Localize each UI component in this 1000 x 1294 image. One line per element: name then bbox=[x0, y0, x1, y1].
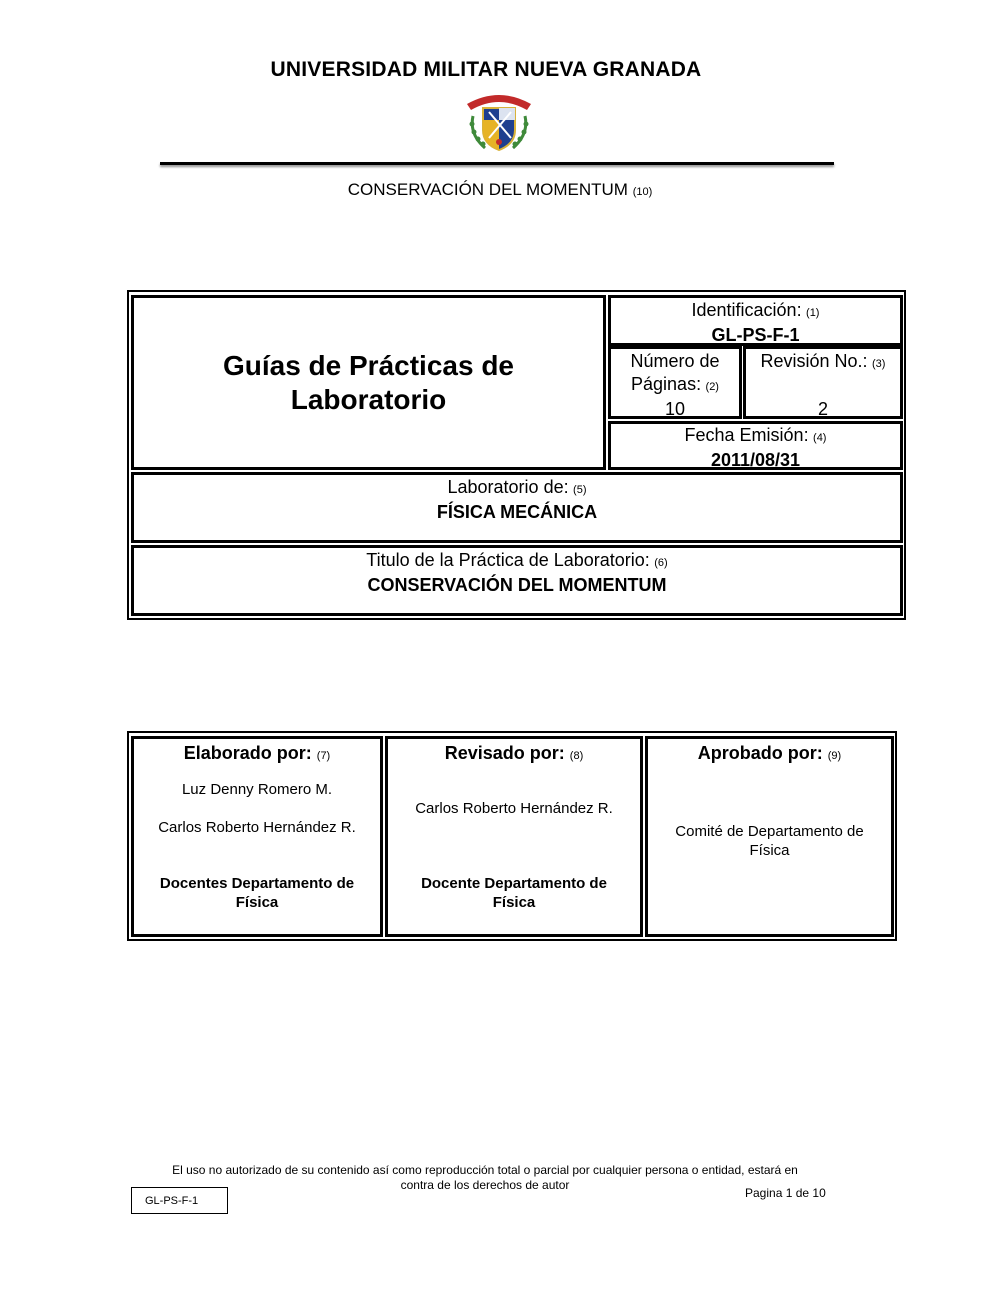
university-crest-icon bbox=[459, 86, 539, 156]
paginas-ref: (2) bbox=[705, 381, 719, 393]
header-divider bbox=[160, 162, 834, 165]
laboratorio-value: FÍSICA MECÁNICA bbox=[436, 502, 598, 522]
identificacion-label: Identificación: bbox=[691, 300, 802, 320]
revisado-label: Revisado por: bbox=[444, 743, 565, 763]
elaborado-cell bbox=[131, 736, 383, 937]
laboratorio-ref: (5) bbox=[573, 484, 587, 496]
titulo-label: Titulo de la Práctica de Laboratorio: bbox=[366, 550, 650, 570]
document-code-box: GL-PS-F-1 bbox=[131, 1187, 228, 1214]
titulo-value: CONSERVACIÓN DEL MOMENTUM bbox=[367, 575, 667, 595]
fecha-cell bbox=[608, 421, 903, 470]
aprobado-cell bbox=[645, 736, 894, 937]
revision-cell bbox=[743, 346, 903, 419]
info-table bbox=[127, 290, 906, 620]
revisado-cell bbox=[385, 736, 643, 937]
revision-label: Revisión No.: bbox=[760, 351, 868, 371]
document-title-ref: (10) bbox=[632, 186, 653, 198]
fecha-ref: (4) bbox=[813, 432, 827, 444]
aprobado-name bbox=[648, 822, 891, 860]
paginas-label-line1: Número de bbox=[630, 351, 720, 371]
revision-value: 2 bbox=[817, 399, 828, 419]
elaborado-role-line1: Docentes Departamento de bbox=[159, 875, 355, 892]
paginas-cell bbox=[608, 346, 742, 419]
copyright-notice-line1: El uso no autorizado de su contenido así como reproducción total o parcial por cualquier persona o entidad, estará en bbox=[172, 1163, 798, 1177]
copyright-notice-line2: contra de los derechos de autor bbox=[400, 1178, 570, 1192]
university-name: UNIVERSIDAD MILITAR NUEVA GRANADA bbox=[270, 58, 702, 81]
elaborado-name1: Luz Denny Romero M. bbox=[181, 781, 333, 798]
fecha-value: 2011/08/31 bbox=[710, 450, 801, 470]
revisado-role bbox=[388, 874, 640, 912]
revision-ref: (3) bbox=[872, 358, 886, 370]
revisado-role-line2: Física bbox=[492, 894, 536, 911]
revisado-name: Carlos Roberto Hernández R. bbox=[415, 800, 613, 817]
revisado-ref: (8) bbox=[569, 750, 584, 762]
aprobado-name-line2: Física bbox=[749, 842, 790, 859]
identificacion-ref: (1) bbox=[806, 307, 820, 319]
titulo-ref: (6) bbox=[654, 557, 668, 569]
identificacion-cell bbox=[608, 295, 903, 346]
signatures-table bbox=[127, 731, 897, 941]
copyright-notice bbox=[130, 1163, 840, 1193]
elaborado-name2: Carlos Roberto Hernández R. bbox=[158, 819, 356, 836]
paginas-label-line2: Páginas: bbox=[631, 374, 702, 394]
elaborado-label: Elaborado por: bbox=[183, 743, 312, 763]
main-title-cell bbox=[131, 295, 606, 470]
aprobado-name-line1: Comité de Departamento de bbox=[675, 823, 864, 840]
aprobado-ref: (9) bbox=[827, 750, 842, 762]
elaborado-ref: (7) bbox=[316, 750, 331, 762]
aprobado-label: Aprobado por: bbox=[697, 743, 823, 763]
revisado-role-line1: Docente Departamento de bbox=[421, 875, 607, 892]
main-title-line2: Laboratorio bbox=[290, 384, 447, 415]
elaborado-role-line2: Física bbox=[235, 894, 279, 911]
laboratorio-label: Laboratorio de: bbox=[447, 477, 569, 497]
laboratorio-cell bbox=[131, 472, 903, 543]
document-title bbox=[0, 180, 1000, 200]
main-title bbox=[134, 349, 603, 417]
page-number: Pagina 1 de 10 bbox=[745, 1186, 826, 1200]
identificacion-value: GL-PS-F-1 bbox=[711, 325, 800, 345]
main-title-line1: Guías de Prácticas de bbox=[222, 350, 515, 381]
fecha-label: Fecha Emisión: bbox=[684, 425, 809, 445]
titulo-cell bbox=[131, 545, 903, 616]
paginas-value: 10 bbox=[664, 399, 686, 419]
document-title-text: CONSERVACIÓN DEL MOMENTUM bbox=[347, 180, 628, 199]
elaborado-role bbox=[134, 874, 380, 912]
